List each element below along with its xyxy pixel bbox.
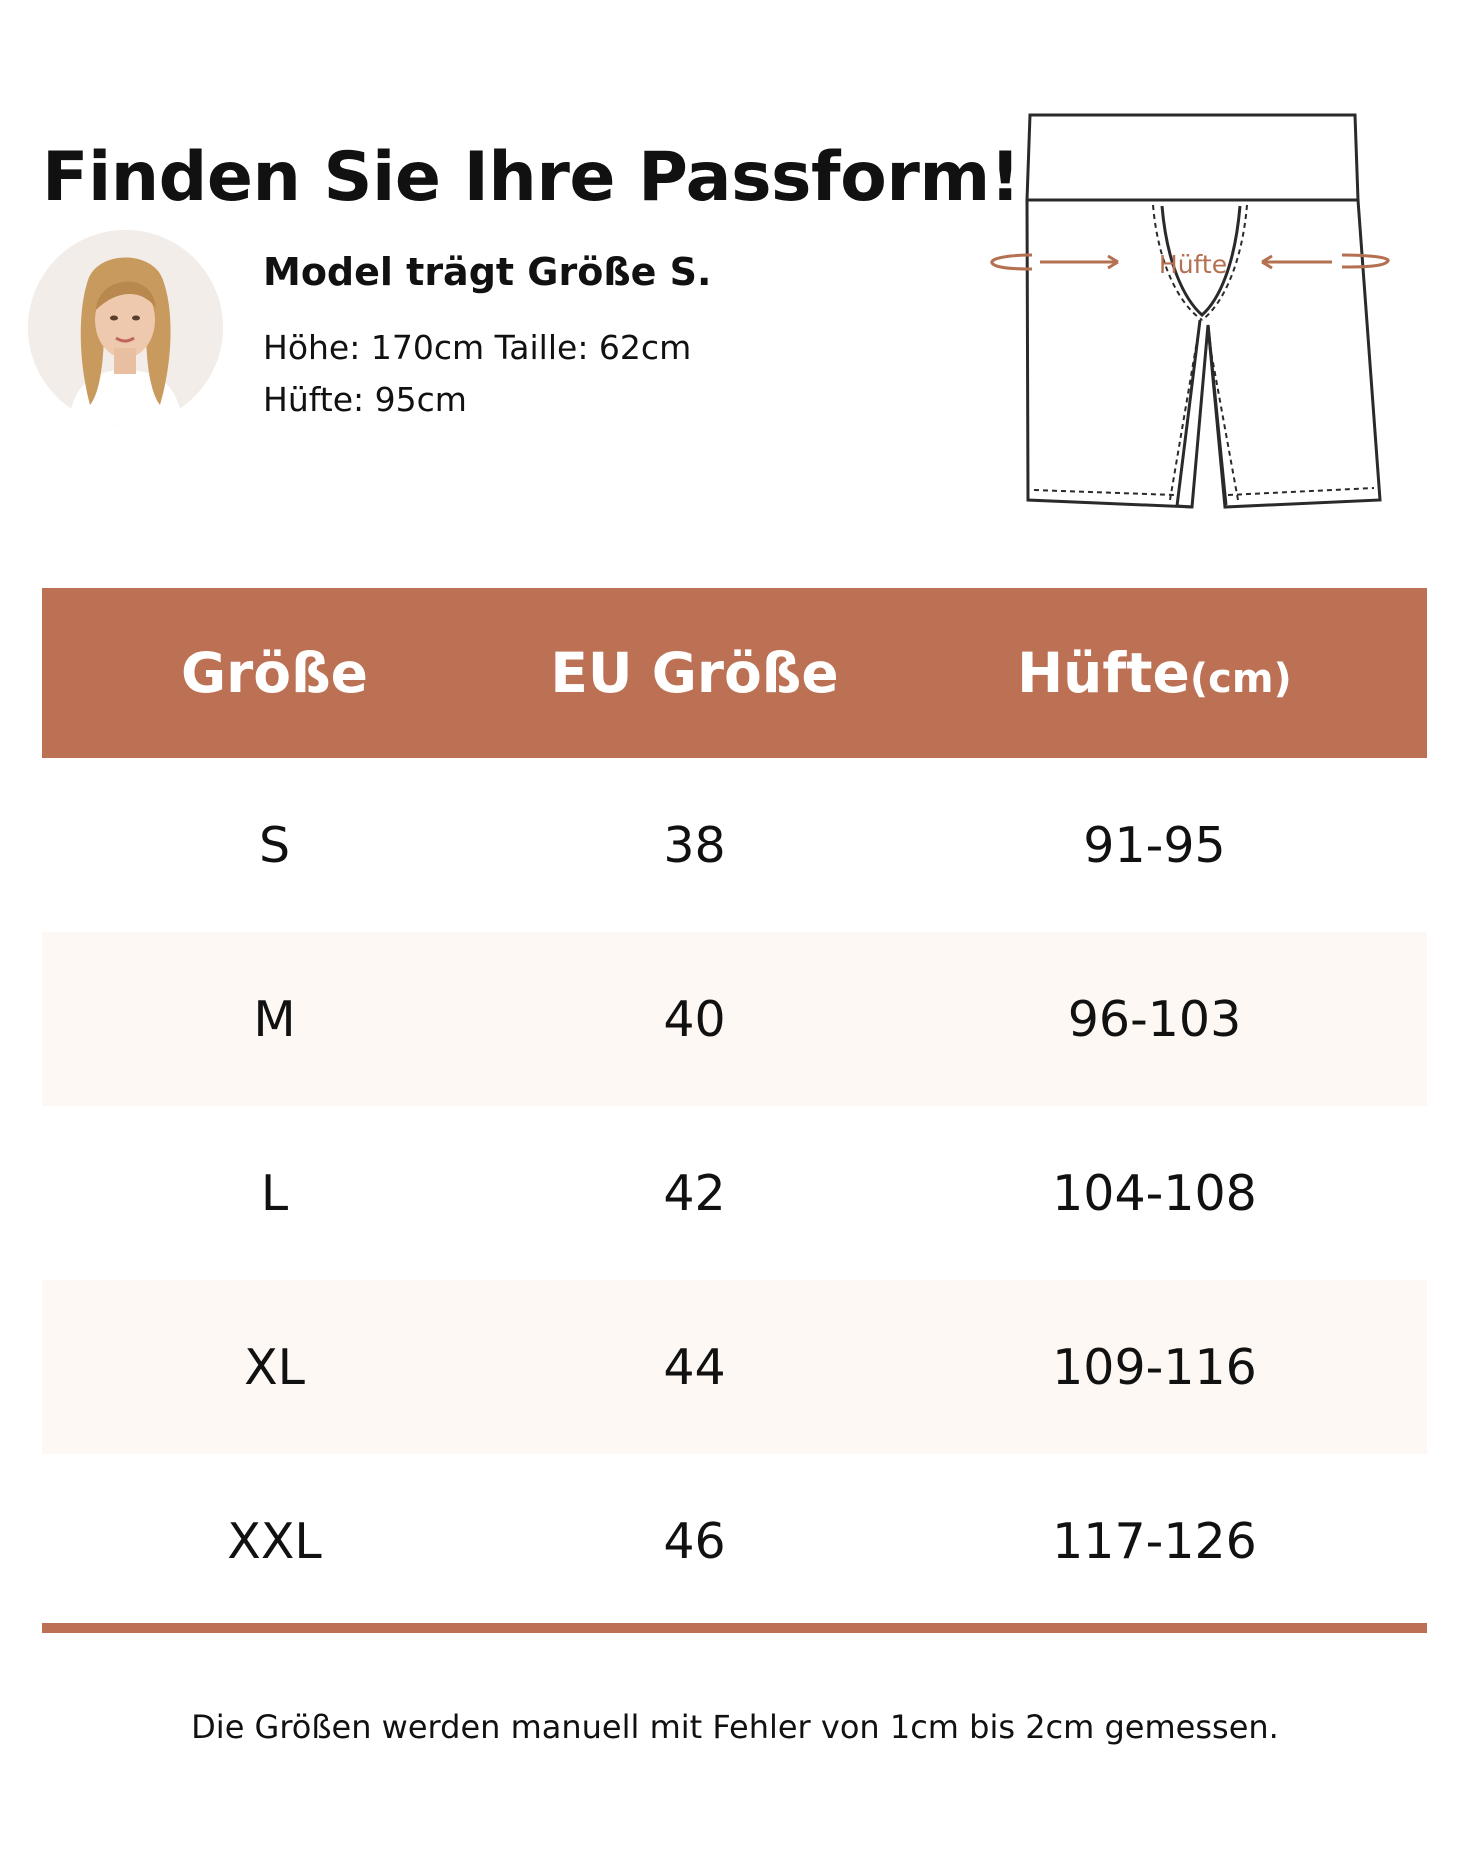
header-size: Größe xyxy=(181,641,368,705)
table-row xyxy=(42,1106,1427,1280)
page-title: Finden Sie Ihre Passform! xyxy=(42,138,1021,217)
model-avatar xyxy=(28,230,223,425)
table-bottom-divider xyxy=(42,1623,1427,1633)
table-row xyxy=(42,932,1427,1106)
cell-eu-size: 38 xyxy=(663,816,726,874)
cell-hip: 109-116 xyxy=(1052,1338,1257,1396)
table-row xyxy=(42,758,1427,932)
cell-hip: 104-108 xyxy=(1052,1164,1257,1222)
table-row xyxy=(42,1454,1427,1628)
cell-hip: 96-103 xyxy=(1067,990,1242,1048)
header-hip-label: Hüfte xyxy=(1017,641,1190,705)
table-row xyxy=(42,1280,1427,1454)
cell-size: M xyxy=(253,990,296,1048)
cell-eu-size: 42 xyxy=(663,1164,726,1222)
header-eu-size: EU Größe xyxy=(550,641,839,705)
cell-size: XXL xyxy=(227,1512,322,1570)
cell-eu-size: 46 xyxy=(663,1512,726,1570)
cell-size: L xyxy=(260,1164,289,1222)
cell-hip: 91-95 xyxy=(1083,816,1226,874)
size-table xyxy=(42,588,1427,1628)
cell-size: S xyxy=(258,816,291,874)
cell-eu-size: 40 xyxy=(663,990,726,1048)
model-height-waist: Höhe: 170cm Taille: 62cm xyxy=(263,328,692,367)
model-hip: Hüfte: 95cm xyxy=(263,380,467,419)
diagram-hip-label: Hüfte xyxy=(1158,250,1228,279)
shorts-diagram xyxy=(970,105,1400,525)
measurement-footnote: Die Größen werden manuell mit Fehler von 1cm bis 2cm gemessen. xyxy=(191,1708,1279,1746)
size-table-header xyxy=(42,588,1427,758)
cell-size: XL xyxy=(244,1338,305,1396)
header-hip xyxy=(882,641,1427,705)
cell-hip: 117-126 xyxy=(1052,1512,1257,1570)
cell-eu-size: 44 xyxy=(663,1338,726,1396)
model-size-note: Model trägt Größe S. xyxy=(263,250,712,294)
header-hip-unit: (cm) xyxy=(1189,656,1292,702)
